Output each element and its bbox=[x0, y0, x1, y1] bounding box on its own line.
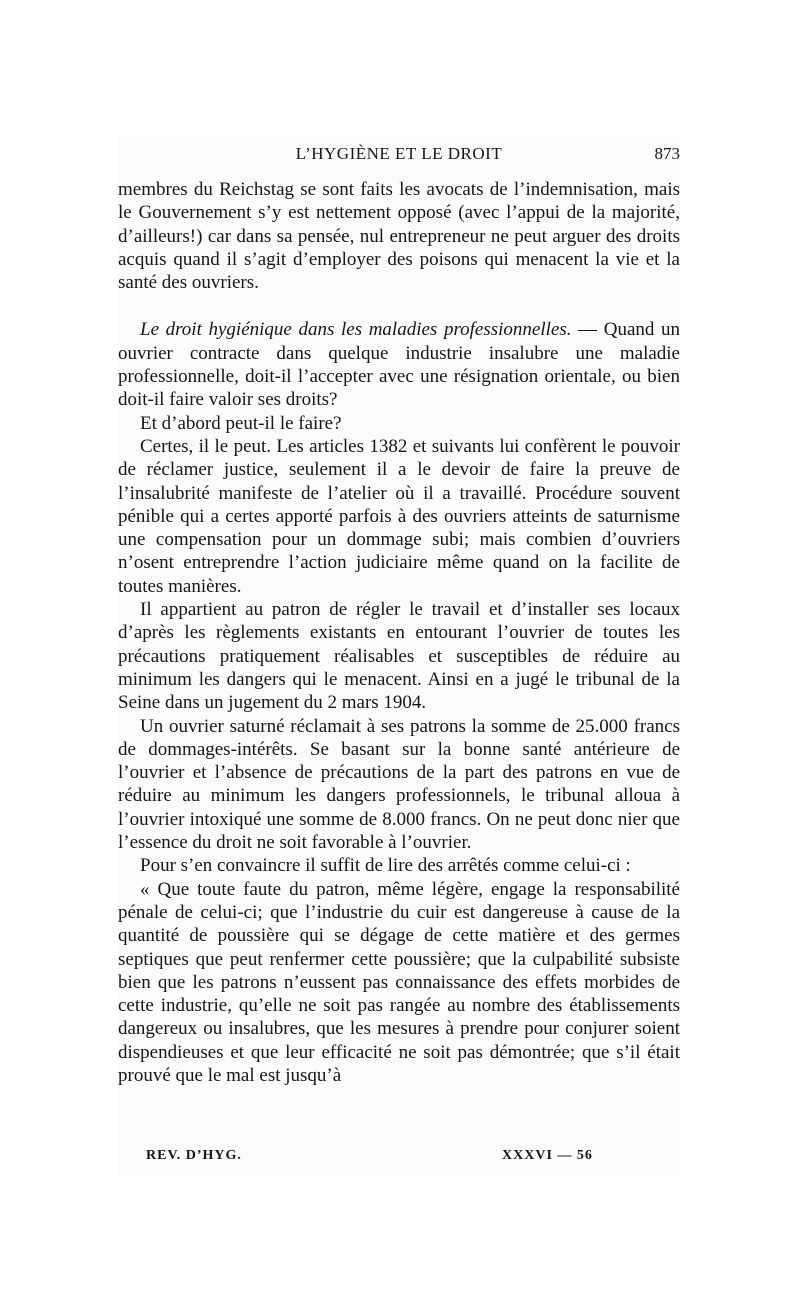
page-footer bbox=[118, 1148, 680, 1170]
page-number: 873 bbox=[654, 144, 680, 163]
section-heading: Le droit hygiénique dans les maladies professionnelles. bbox=[140, 319, 572, 341]
page-header bbox=[118, 144, 680, 168]
paragraph-3: Et d’abord peut-il le faire? bbox=[140, 412, 342, 434]
paragraph-5: Il appartient au patron de régler le travail et d’installer ses locaux d’après les règlements existants en entourant l’ouvrier de toutes les précautions pratiquement réalisables et susceptibles de réduire au minimum les dangers qui le menacent. Ainsi en a jugé le tribunal de la Seine dans un jugement du 2 mars 1904. bbox=[118, 599, 680, 714]
body-text bbox=[118, 178, 680, 1087]
paragraph-2-text: — Quand un ouvrier contracte dans quelque industrie insalubre une maladie professionnelle, doit-il l’accepter avec une résignation orientale, ou bien doit-il faire valoir ses droits? bbox=[118, 319, 681, 411]
signature-mark: XXXVI — 56 bbox=[502, 1148, 593, 1163]
page bbox=[118, 136, 680, 1176]
paragraph-4: Certes, il le peut. Les articles 1382 et suivants lui confèrent le pouvoir de réclamer justice, seulement il a le devoir de faire la preuve de l’insalubrité manifeste de l’atelier où il a travaillé. Procédure souvent pénible qui a certes apporté parfois à des ouvriers atteints de saturnisme une compensation pour un dommage subi; mais combien d’ouvriers n’osent entreprendre l’action judiciaire même quand on la facilite de toutes manières. bbox=[118, 435, 680, 597]
running-head: L’HYGIÈNE ET LE DROIT bbox=[295, 144, 503, 163]
paragraph-7: Pour s’en convaincre il suffit de lire des arrêtés comme celui-ci : bbox=[140, 855, 631, 877]
journal-abbreviation: REV. D’HYG. bbox=[146, 1148, 242, 1163]
paragraph-2 bbox=[118, 318, 680, 411]
paragraph-1: membres du Reichstag se sont faits les avocats de l’indemnisation, mais le Gouvernement s’y est nettement opposé (avec l’appui de la majorité, d’ailleurs!) car dans sa pensée, nul entrepreneur ne peut arguer des droits acquis quand il s’agit d’employer des poisons qui menacent la vie et la santé des ouvriers. bbox=[118, 179, 680, 294]
paragraph-6: Un ouvrier saturné réclamait à ses patrons la somme de 25.000 francs de dommages-intérêts. Se basant sur la bonne santé antérieure de l’ouvrier et l’absence de précautions de la part des patrons en vue de réduire au minimum les dangers professionnels, le tribunal alloua à l’ouvrier intoxiqué une somme de 8.000 francs. On ne peut donc nier que l’essence du droit ne soit favorable à l’ouvrier. bbox=[118, 715, 680, 854]
paragraph-8: « Que toute faute du patron, même légère, engage la responsabilité pénale de celui-ci; que l’industrie du cuir est dangereuse à cause de la quantité de poussière qui se dégage de cette matière et des germes septiques que peut renfermer cette poussière; que la culpabilité subsiste bien que les patrons n’eussent pas connaissance des effets morbides de cette industrie, qu’elle ne soit pas rangée au nombre des établissements dangereux ou insalubres, que les mesures à prendre pour conjurer soient dispendieuses et que leur efficacité ne soit pas démontrée; que s’il était prouvé que le mal est jusqu’à bbox=[118, 878, 680, 1086]
